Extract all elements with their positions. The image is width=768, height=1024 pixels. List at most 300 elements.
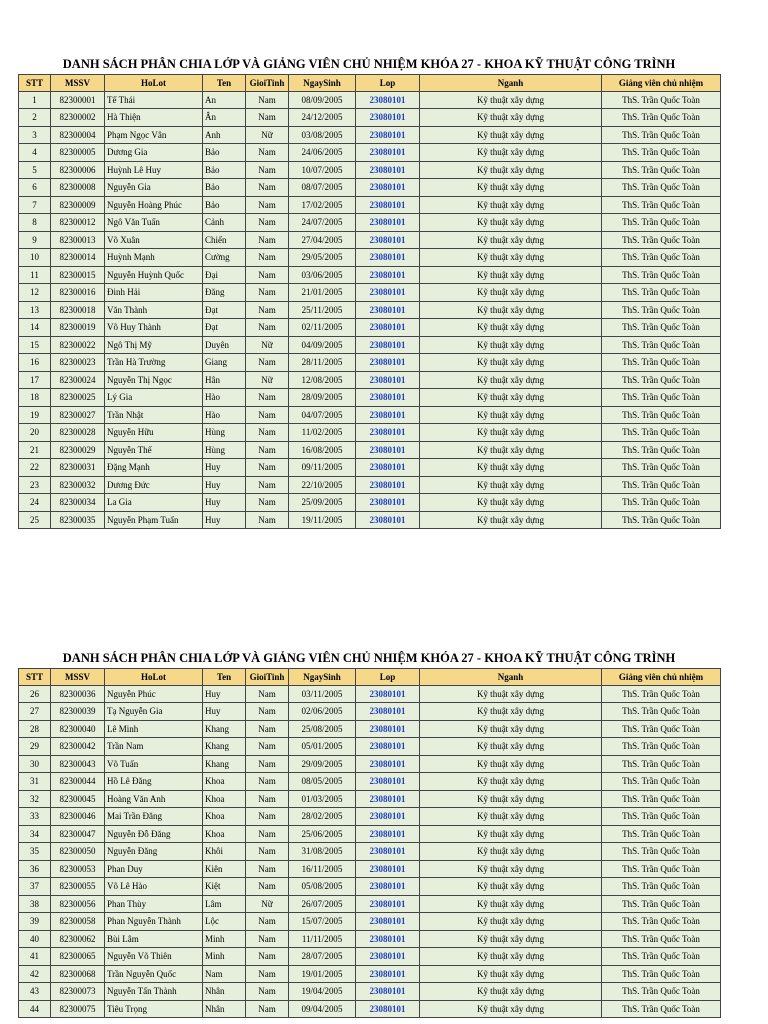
cell-mssv: 82300015 bbox=[51, 266, 105, 284]
table-row bbox=[19, 249, 721, 267]
cell-nganh: Kỹ thuật xây dựng bbox=[420, 720, 602, 738]
cell-ten: Khang bbox=[203, 755, 246, 773]
cell-ten: Chiến bbox=[203, 231, 246, 249]
cell-ho-lot: Dương Đức bbox=[105, 476, 203, 494]
class-list-sheet-2 bbox=[18, 648, 720, 1018]
cell-gioi-tinh: Nam bbox=[246, 843, 289, 861]
cell-stt: 34 bbox=[19, 825, 51, 843]
cell-ten: Anh bbox=[203, 126, 246, 144]
cell-gioi-tinh: Nam bbox=[246, 179, 289, 197]
cell-gioi-tinh: Nam bbox=[246, 196, 289, 214]
cell-mssv: 82300042 bbox=[51, 738, 105, 756]
table-row bbox=[19, 319, 721, 337]
table-row bbox=[19, 424, 721, 442]
cell-ten: Minh bbox=[203, 930, 246, 948]
table-row bbox=[19, 354, 721, 372]
cell-giang-vien: ThS. Trần Quốc Toàn bbox=[602, 948, 721, 966]
table-row bbox=[19, 983, 721, 1001]
cell-stt: 19 bbox=[19, 406, 51, 424]
cell-gioi-tinh: Nam bbox=[246, 685, 289, 703]
cell-nganh: Kỹ thuật xây dựng bbox=[420, 249, 602, 267]
cell-lop: 23080101 bbox=[356, 406, 420, 424]
cell-ho-lot: Võ Xuân bbox=[105, 231, 203, 249]
column-header-gioi-tinh: GioiTinh bbox=[246, 75, 289, 92]
cell-lop: 23080101 bbox=[356, 284, 420, 302]
cell-mssv: 82300014 bbox=[51, 249, 105, 267]
cell-stt: 23 bbox=[19, 476, 51, 494]
cell-mssv: 82300019 bbox=[51, 319, 105, 337]
cell-nganh: Kỹ thuật xây dựng bbox=[420, 843, 602, 861]
cell-ho-lot: Nguyễn Thị Ngọc bbox=[105, 371, 203, 389]
cell-stt: 30 bbox=[19, 755, 51, 773]
cell-ngay-sinh: 03/06/2005 bbox=[289, 266, 356, 284]
cell-mssv: 82300018 bbox=[51, 301, 105, 319]
cell-mssv: 82300001 bbox=[51, 91, 105, 109]
cell-nganh: Kỹ thuật xây dựng bbox=[420, 790, 602, 808]
cell-stt: 10 bbox=[19, 249, 51, 267]
cell-gioi-tinh: Nam bbox=[246, 319, 289, 337]
cell-giang-vien: ThS. Trần Quốc Toàn bbox=[602, 494, 721, 512]
cell-mssv: 82300013 bbox=[51, 231, 105, 249]
cell-nganh: Kỹ thuật xây dựng bbox=[420, 389, 602, 407]
cell-lop: 23080101 bbox=[356, 825, 420, 843]
cell-mssv: 82300040 bbox=[51, 720, 105, 738]
cell-giang-vien: ThS. Trần Quốc Toàn bbox=[602, 965, 721, 983]
cell-mssv: 82300062 bbox=[51, 930, 105, 948]
cell-stt: 8 bbox=[19, 214, 51, 232]
cell-ten: Huy bbox=[203, 703, 246, 721]
cell-nganh: Kỹ thuật xây dựng bbox=[420, 179, 602, 197]
table-row bbox=[19, 913, 721, 931]
cell-ngay-sinh: 19/04/2005 bbox=[289, 983, 356, 1001]
class-list-sheet-1 bbox=[18, 54, 720, 529]
cell-ngay-sinh: 21/01/2005 bbox=[289, 284, 356, 302]
cell-giang-vien: ThS. Trần Quốc Toàn bbox=[602, 336, 721, 354]
cell-mssv: 82300029 bbox=[51, 441, 105, 459]
cell-ho-lot: Nguyễn Phạm Tuấn bbox=[105, 511, 203, 529]
cell-stt: 38 bbox=[19, 895, 51, 913]
cell-lop: 23080101 bbox=[356, 494, 420, 512]
cell-mssv: 82300045 bbox=[51, 790, 105, 808]
cell-gioi-tinh: Nam bbox=[246, 1000, 289, 1018]
cell-ho-lot: Trần Nguyễn Quốc bbox=[105, 965, 203, 983]
cell-stt: 2 bbox=[19, 109, 51, 127]
cell-ngay-sinh: 28/11/2005 bbox=[289, 354, 356, 372]
cell-ten: Hân bbox=[203, 371, 246, 389]
table-row bbox=[19, 459, 721, 477]
cell-giang-vien: ThS. Trần Quốc Toàn bbox=[602, 144, 721, 162]
cell-ten: Khoa bbox=[203, 825, 246, 843]
cell-ten: Đại bbox=[203, 266, 246, 284]
cell-giang-vien: ThS. Trần Quốc Toàn bbox=[602, 720, 721, 738]
cell-ngay-sinh: 19/11/2005 bbox=[289, 511, 356, 529]
cell-ho-lot: Tiêu Trọng bbox=[105, 1000, 203, 1018]
cell-lop: 23080101 bbox=[356, 1000, 420, 1018]
cell-lop: 23080101 bbox=[356, 808, 420, 826]
student-table bbox=[18, 668, 721, 1018]
cell-gioi-tinh: Nam bbox=[246, 91, 289, 109]
cell-nganh: Kỹ thuật xây dựng bbox=[420, 808, 602, 826]
cell-ten: Huy bbox=[203, 476, 246, 494]
cell-stt: 9 bbox=[19, 231, 51, 249]
cell-ngay-sinh: 22/10/2005 bbox=[289, 476, 356, 494]
cell-ho-lot: Văn Thành bbox=[105, 301, 203, 319]
cell-lop: 23080101 bbox=[356, 144, 420, 162]
table-row bbox=[19, 266, 721, 284]
cell-ngay-sinh: 26/07/2005 bbox=[289, 895, 356, 913]
column-header-mssv: MSSV bbox=[51, 669, 105, 686]
table-row bbox=[19, 930, 721, 948]
cell-ten: Bảo bbox=[203, 161, 246, 179]
cell-gioi-tinh: Nam bbox=[246, 878, 289, 896]
cell-gioi-tinh: Nam bbox=[246, 494, 289, 512]
cell-nganh: Kỹ thuật xây dựng bbox=[420, 214, 602, 232]
cell-mssv: 82300075 bbox=[51, 1000, 105, 1018]
cell-nganh: Kỹ thuật xây dựng bbox=[420, 685, 602, 703]
cell-ten: Khôi bbox=[203, 843, 246, 861]
cell-giang-vien: ThS. Trần Quốc Toàn bbox=[602, 441, 721, 459]
cell-mssv: 82300024 bbox=[51, 371, 105, 389]
cell-ho-lot: Mai Trần Đăng bbox=[105, 808, 203, 826]
table-row bbox=[19, 406, 721, 424]
cell-stt: 37 bbox=[19, 878, 51, 896]
cell-nganh: Kỹ thuật xây dựng bbox=[420, 109, 602, 127]
cell-lop: 23080101 bbox=[356, 948, 420, 966]
cell-nganh: Kỹ thuật xây dựng bbox=[420, 406, 602, 424]
cell-mssv: 82300039 bbox=[51, 703, 105, 721]
cell-nganh: Kỹ thuật xây dựng bbox=[420, 860, 602, 878]
cell-ten: Huy bbox=[203, 494, 246, 512]
cell-ho-lot: Tạ Nguyễn Gia bbox=[105, 703, 203, 721]
cell-stt: 16 bbox=[19, 354, 51, 372]
cell-gioi-tinh: Nam bbox=[246, 424, 289, 442]
cell-stt: 5 bbox=[19, 161, 51, 179]
cell-mssv: 82300012 bbox=[51, 214, 105, 232]
cell-ho-lot: Trần Hà Trường bbox=[105, 354, 203, 372]
cell-ten: Nam bbox=[203, 965, 246, 983]
cell-lop: 23080101 bbox=[356, 755, 420, 773]
cell-ngay-sinh: 24/12/2005 bbox=[289, 109, 356, 127]
cell-gioi-tinh: Nam bbox=[246, 511, 289, 529]
cell-nganh: Kỹ thuật xây dựng bbox=[420, 371, 602, 389]
cell-ho-lot: Huỳnh Lê Huy bbox=[105, 161, 203, 179]
cell-ten: Huy bbox=[203, 459, 246, 477]
cell-gioi-tinh: Nam bbox=[246, 790, 289, 808]
cell-gioi-tinh: Nam bbox=[246, 476, 289, 494]
table-row bbox=[19, 126, 721, 144]
table-row bbox=[19, 231, 721, 249]
cell-lop: 23080101 bbox=[356, 91, 420, 109]
cell-gioi-tinh: Nam bbox=[246, 738, 289, 756]
cell-ngay-sinh: 25/06/2005 bbox=[289, 825, 356, 843]
cell-mssv: 82300006 bbox=[51, 161, 105, 179]
column-header-giang-vien: Giảng viên chủ nhiệm bbox=[602, 669, 721, 686]
cell-lop: 23080101 bbox=[356, 773, 420, 791]
cell-lop: 23080101 bbox=[356, 703, 420, 721]
column-header-nganh: Nganh bbox=[420, 669, 602, 686]
cell-mssv: 82300050 bbox=[51, 843, 105, 861]
cell-gioi-tinh: Nam bbox=[246, 161, 289, 179]
cell-nganh: Kỹ thuật xây dựng bbox=[420, 144, 602, 162]
cell-lop: 23080101 bbox=[356, 476, 420, 494]
table-row bbox=[19, 284, 721, 302]
cell-lop: 23080101 bbox=[356, 126, 420, 144]
cell-ten: Khang bbox=[203, 720, 246, 738]
cell-stt: 17 bbox=[19, 371, 51, 389]
cell-lop: 23080101 bbox=[356, 790, 420, 808]
column-header-ten: Ten bbox=[203, 75, 246, 92]
cell-lop: 23080101 bbox=[356, 720, 420, 738]
cell-nganh: Kỹ thuật xây dựng bbox=[420, 126, 602, 144]
cell-ho-lot: Phan Duy bbox=[105, 860, 203, 878]
cell-mssv: 82300055 bbox=[51, 878, 105, 896]
cell-ho-lot: Đinh Hải bbox=[105, 284, 203, 302]
cell-ngay-sinh: 09/11/2005 bbox=[289, 459, 356, 477]
cell-ten: An bbox=[203, 91, 246, 109]
cell-nganh: Kỹ thuật xây dựng bbox=[420, 231, 602, 249]
cell-gioi-tinh: Nam bbox=[246, 266, 289, 284]
cell-ho-lot: Nguyễn Huỳnh Quốc bbox=[105, 266, 203, 284]
cell-ten: Nhân bbox=[203, 1000, 246, 1018]
column-header-ngay-sinh: NgaySinh bbox=[289, 669, 356, 686]
cell-mssv: 82300068 bbox=[51, 965, 105, 983]
cell-ngay-sinh: 16/08/2005 bbox=[289, 441, 356, 459]
cell-ngay-sinh: 02/11/2005 bbox=[289, 319, 356, 337]
cell-ten: Hào bbox=[203, 406, 246, 424]
cell-lop: 23080101 bbox=[356, 249, 420, 267]
cell-ngay-sinh: 12/08/2005 bbox=[289, 371, 356, 389]
cell-ngay-sinh: 25/11/2005 bbox=[289, 301, 356, 319]
cell-gioi-tinh: Nam bbox=[246, 231, 289, 249]
cell-ngay-sinh: 08/05/2005 bbox=[289, 773, 356, 791]
cell-stt: 39 bbox=[19, 913, 51, 931]
column-header-ho-lot: HoLot bbox=[105, 75, 203, 92]
column-header-mssv: MSSV bbox=[51, 75, 105, 92]
cell-ngay-sinh: 24/07/2005 bbox=[289, 214, 356, 232]
cell-lop: 23080101 bbox=[356, 895, 420, 913]
cell-gioi-tinh: Nữ bbox=[246, 336, 289, 354]
cell-ngay-sinh: 28/02/2005 bbox=[289, 808, 356, 826]
table-row bbox=[19, 196, 721, 214]
cell-giang-vien: ThS. Trần Quốc Toàn bbox=[602, 231, 721, 249]
cell-giang-vien: ThS. Trần Quốc Toàn bbox=[602, 266, 721, 284]
cell-ho-lot: Nguyễn Đăng bbox=[105, 843, 203, 861]
cell-ho-lot: Hồ Lê Đăng bbox=[105, 773, 203, 791]
cell-lop: 23080101 bbox=[356, 266, 420, 284]
cell-ho-lot: Nguyễn Võ Thiên bbox=[105, 948, 203, 966]
cell-giang-vien: ThS. Trần Quốc Toàn bbox=[602, 808, 721, 826]
cell-gioi-tinh: Nam bbox=[246, 913, 289, 931]
cell-stt: 25 bbox=[19, 511, 51, 529]
cell-ngay-sinh: 03/08/2005 bbox=[289, 126, 356, 144]
cell-ten: Giang bbox=[203, 354, 246, 372]
cell-nganh: Kỹ thuật xây dựng bbox=[420, 825, 602, 843]
cell-giang-vien: ThS. Trần Quốc Toàn bbox=[602, 406, 721, 424]
cell-mssv: 82300043 bbox=[51, 755, 105, 773]
cell-ten: Kiên bbox=[203, 860, 246, 878]
table-header-row bbox=[19, 75, 721, 92]
cell-ho-lot: Nguyễn Hữu bbox=[105, 424, 203, 442]
table-row bbox=[19, 109, 721, 127]
cell-giang-vien: ThS. Trần Quốc Toàn bbox=[602, 354, 721, 372]
cell-gioi-tinh: Nam bbox=[246, 755, 289, 773]
cell-ho-lot: Huỳnh Mạnh bbox=[105, 249, 203, 267]
cell-giang-vien: ThS. Trần Quốc Toàn bbox=[602, 371, 721, 389]
cell-mssv: 82300053 bbox=[51, 860, 105, 878]
cell-mssv: 82300005 bbox=[51, 144, 105, 162]
cell-ngay-sinh: 25/09/2005 bbox=[289, 494, 356, 512]
cell-nganh: Kỹ thuật xây dựng bbox=[420, 266, 602, 284]
cell-stt: 31 bbox=[19, 773, 51, 791]
cell-nganh: Kỹ thuật xây dựng bbox=[420, 336, 602, 354]
cell-gioi-tinh: Nữ bbox=[246, 371, 289, 389]
table-row bbox=[19, 738, 721, 756]
cell-nganh: Kỹ thuật xây dựng bbox=[420, 459, 602, 477]
cell-giang-vien: ThS. Trần Quốc Toàn bbox=[602, 301, 721, 319]
cell-giang-vien: ThS. Trần Quốc Toàn bbox=[602, 685, 721, 703]
student-table bbox=[18, 74, 721, 529]
cell-ten: Bảo bbox=[203, 144, 246, 162]
cell-stt: 7 bbox=[19, 196, 51, 214]
column-header-lop: Lop bbox=[356, 669, 420, 686]
cell-lop: 23080101 bbox=[356, 301, 420, 319]
cell-nganh: Kỹ thuật xây dựng bbox=[420, 983, 602, 1001]
cell-giang-vien: ThS. Trần Quốc Toàn bbox=[602, 91, 721, 109]
cell-ho-lot: Nguyễn Gia bbox=[105, 179, 203, 197]
cell-lop: 23080101 bbox=[356, 965, 420, 983]
cell-ho-lot: Đặng Mạnh bbox=[105, 459, 203, 477]
cell-mssv: 82300035 bbox=[51, 511, 105, 529]
cell-lop: 23080101 bbox=[356, 319, 420, 337]
cell-ho-lot: La Gia bbox=[105, 494, 203, 512]
cell-stt: 13 bbox=[19, 301, 51, 319]
cell-stt: 15 bbox=[19, 336, 51, 354]
cell-giang-vien: ThS. Trần Quốc Toàn bbox=[602, 109, 721, 127]
cell-giang-vien: ThS. Trần Quốc Toàn bbox=[602, 913, 721, 931]
cell-giang-vien: ThS. Trần Quốc Toàn bbox=[602, 1000, 721, 1018]
cell-ten: Bảo bbox=[203, 179, 246, 197]
cell-ten: Cảnh bbox=[203, 214, 246, 232]
table-row bbox=[19, 214, 721, 232]
cell-ngay-sinh: 31/08/2005 bbox=[289, 843, 356, 861]
cell-lop: 23080101 bbox=[356, 214, 420, 232]
cell-ten: Đạt bbox=[203, 319, 246, 337]
cell-lop: 23080101 bbox=[356, 511, 420, 529]
cell-ten: Cường bbox=[203, 249, 246, 267]
cell-giang-vien: ThS. Trần Quốc Toàn bbox=[602, 825, 721, 843]
cell-gioi-tinh: Nam bbox=[246, 948, 289, 966]
table-row bbox=[19, 878, 721, 896]
cell-gioi-tinh: Nam bbox=[246, 284, 289, 302]
cell-ngay-sinh: 08/07/2005 bbox=[289, 179, 356, 197]
cell-ten: Hùng bbox=[203, 424, 246, 442]
cell-mssv: 82300023 bbox=[51, 354, 105, 372]
cell-gioi-tinh: Nam bbox=[246, 825, 289, 843]
cell-lop: 23080101 bbox=[356, 860, 420, 878]
cell-lop: 23080101 bbox=[356, 930, 420, 948]
cell-lop: 23080101 bbox=[356, 913, 420, 931]
cell-ten: Đăng bbox=[203, 284, 246, 302]
cell-ho-lot: Nguyễn Đỗ Đăng bbox=[105, 825, 203, 843]
cell-lop: 23080101 bbox=[356, 336, 420, 354]
cell-ngay-sinh: 11/02/2005 bbox=[289, 424, 356, 442]
cell-ngay-sinh: 17/02/2005 bbox=[289, 196, 356, 214]
sheet-title: DANH SÁCH PHÂN CHIA LỚP VÀ GIẢNG VIÊN CHỦ NHIỆM KHÓA 27 - KHOA KỸ THUẬT CÔNG TRÌNH bbox=[62, 57, 676, 71]
cell-mssv: 82300036 bbox=[51, 685, 105, 703]
cell-lop: 23080101 bbox=[356, 843, 420, 861]
cell-giang-vien: ThS. Trần Quốc Toàn bbox=[602, 249, 721, 267]
cell-gioi-tinh: Nữ bbox=[246, 895, 289, 913]
cell-ten: Kiệt bbox=[203, 878, 246, 896]
cell-ho-lot: Hà Thiện bbox=[105, 109, 203, 127]
cell-ngay-sinh: 04/07/2005 bbox=[289, 406, 356, 424]
cell-stt: 1 bbox=[19, 91, 51, 109]
cell-stt: 20 bbox=[19, 424, 51, 442]
cell-mssv: 82300047 bbox=[51, 825, 105, 843]
cell-nganh: Kỹ thuật xây dựng bbox=[420, 755, 602, 773]
cell-ho-lot: Phan Thùy bbox=[105, 895, 203, 913]
cell-stt: 33 bbox=[19, 808, 51, 826]
cell-ngay-sinh: 15/07/2005 bbox=[289, 913, 356, 931]
cell-nganh: Kỹ thuật xây dựng bbox=[420, 965, 602, 983]
cell-mssv: 82300056 bbox=[51, 895, 105, 913]
table-row bbox=[19, 1000, 721, 1018]
cell-ten: Khoa bbox=[203, 808, 246, 826]
cell-mssv: 82300002 bbox=[51, 109, 105, 127]
cell-stt: 28 bbox=[19, 720, 51, 738]
cell-ho-lot: Trần Nam bbox=[105, 738, 203, 756]
cell-stt: 26 bbox=[19, 685, 51, 703]
cell-lop: 23080101 bbox=[356, 424, 420, 442]
column-header-stt: STT bbox=[19, 669, 51, 686]
table-row bbox=[19, 948, 721, 966]
cell-nganh: Kỹ thuật xây dựng bbox=[420, 773, 602, 791]
cell-stt: 44 bbox=[19, 1000, 51, 1018]
cell-gioi-tinh: Nam bbox=[246, 389, 289, 407]
cell-nganh: Kỹ thuật xây dựng bbox=[420, 284, 602, 302]
cell-ngay-sinh: 05/01/2005 bbox=[289, 738, 356, 756]
table-row bbox=[19, 790, 721, 808]
cell-ten: Huy bbox=[203, 685, 246, 703]
cell-lop: 23080101 bbox=[356, 196, 420, 214]
cell-ho-lot: Võ Huy Thành bbox=[105, 319, 203, 337]
cell-lop: 23080101 bbox=[356, 983, 420, 1001]
cell-ngay-sinh: 05/08/2005 bbox=[289, 878, 356, 896]
cell-ngay-sinh: 28/09/2005 bbox=[289, 389, 356, 407]
cell-mssv: 82300016 bbox=[51, 284, 105, 302]
cell-mssv: 82300008 bbox=[51, 179, 105, 197]
cell-giang-vien: ThS. Trần Quốc Toàn bbox=[602, 878, 721, 896]
cell-giang-vien: ThS. Trần Quốc Toàn bbox=[602, 196, 721, 214]
table-row bbox=[19, 301, 721, 319]
column-header-lop: Lop bbox=[356, 75, 420, 92]
cell-gioi-tinh: Nam bbox=[246, 773, 289, 791]
table-row bbox=[19, 336, 721, 354]
table-row bbox=[19, 843, 721, 861]
cell-ngay-sinh: 16/11/2005 bbox=[289, 860, 356, 878]
cell-nganh: Kỹ thuật xây dựng bbox=[420, 948, 602, 966]
cell-stt: 42 bbox=[19, 965, 51, 983]
cell-giang-vien: ThS. Trần Quốc Toàn bbox=[602, 738, 721, 756]
cell-ho-lot: Phạm Ngọc Vân bbox=[105, 126, 203, 144]
cell-lop: 23080101 bbox=[356, 878, 420, 896]
cell-ho-lot: Lê Minh bbox=[105, 720, 203, 738]
cell-ten: Đạt bbox=[203, 301, 246, 319]
cell-ngay-sinh: 02/06/2005 bbox=[289, 703, 356, 721]
cell-mssv: 82300032 bbox=[51, 476, 105, 494]
table-row bbox=[19, 720, 721, 738]
table-row bbox=[19, 91, 721, 109]
